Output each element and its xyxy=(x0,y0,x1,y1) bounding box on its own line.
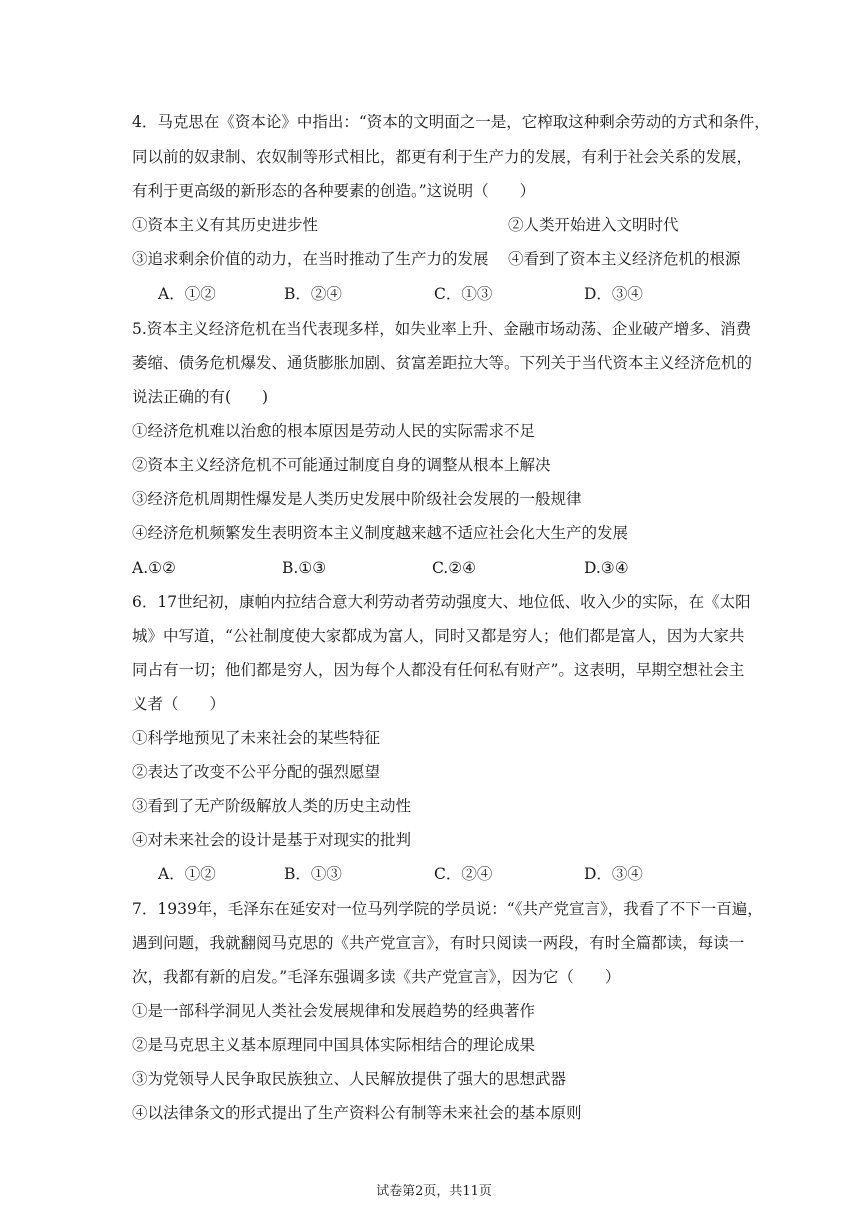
question-stem-line: 有利于更高级的新形态的各种要素的创造。”这说明（ ） xyxy=(132,182,536,200)
option-d[interactable]: D．③④ xyxy=(584,865,643,883)
question-stem-line: 萎缩、债务危机爆发、通货膨胀加剧、贫富差距拉大等。下列关于当代资本主义经济危机的 xyxy=(132,354,753,372)
statement: ①资本主义有其历史进步性 xyxy=(132,216,319,234)
statement: ②是马克思主义基本原理同中国具体实际相结合的理论成果 xyxy=(132,1036,536,1054)
option-a[interactable]: A．①② xyxy=(158,865,216,883)
statement: ②表达了改变不公平分配的强烈愿望 xyxy=(132,763,381,781)
option-c[interactable]: C．②④ xyxy=(434,865,493,883)
statement: ②人类开始进入文明时代 xyxy=(508,216,679,234)
statement: ④看到了资本主义经济危机的根源 xyxy=(508,250,741,268)
statement: ①科学地预见了未来社会的某些特征 xyxy=(132,729,381,747)
option-b[interactable]: B．①③ xyxy=(284,865,342,883)
question-stem-line: 7．1939年，毛泽东在延安对一位马列学院的学员说：“《共产党宣言》，我看了不下一百遍， xyxy=(132,900,763,918)
statement: ④以法律条文的形式提出了生产资料公有制等未来社会的基本原则 xyxy=(132,1104,582,1122)
statement: ③为党领导人民争取民族独立、人民解放提供了强大的思想武器 xyxy=(132,1070,567,1088)
statement: ①是一部科学洞见人类社会发展规律和发展趋势的经典著作 xyxy=(132,1002,536,1020)
question-stem-line: 说法正确的有( ) xyxy=(132,388,269,406)
question-stem-line: 同以前的奴隶制、农奴制等形式相比，都更有利于生产力的发展，有利于社会关系的发展， xyxy=(132,148,753,166)
question-stem-line: 城》中写道，“公社制度使大家都成为富人，同时又都是穷人；他们都是富人，因为大家共 xyxy=(132,627,745,645)
statement: ③看到了无产阶级解放人类的历史主动性 xyxy=(132,797,412,815)
statement: ④经济危机频繁发生表明资本主义制度越来越不适应社会化大生产的发展 xyxy=(132,524,629,542)
question-stem-line: 6．17世纪初，康帕内拉结合意大利劳动者劳动强度大、地位低、收入少的实际，在《太阳 xyxy=(132,593,751,611)
option-d[interactable]: D.③④ xyxy=(584,559,629,577)
statement: ②资本主义经济危机不可能通过制度自身的调整从根本上解决 xyxy=(132,456,551,474)
option-d[interactable]: D．③④ xyxy=(584,285,643,303)
option-c[interactable]: C．①③ xyxy=(434,285,493,303)
question-stem-line: 次，我都有新的启发。”毛泽东强调多读《共产党宣言》，因为它（ ） xyxy=(132,968,621,986)
question-stem-line: 同占有一切；他们都是穷人，因为每个人都没有任何私有财产”。这表明，早期空想社会主 xyxy=(132,661,745,679)
statement-row xyxy=(132,215,742,235)
question-stem-line: 4．马克思在《资本论》中指出：“资本的文明面之一是，它榨取这种剩余劳动的方式和条件， xyxy=(132,113,770,131)
option-c[interactable]: C.②④ xyxy=(432,559,477,577)
question-stem-line: 遇到问题，我就翻阅马克思的《共产党宣言》，有时只阅读一两段，有时全篇都读，每读一 xyxy=(132,934,745,952)
page-footer: 试卷第2页，共11页 xyxy=(376,1184,492,1199)
statement: ③经济危机周期性爆发是人类历史发展中阶级社会发展的一般规律 xyxy=(132,490,582,508)
statement: ①经济危机难以治愈的根本原因是劳动人民的实际需求不足 xyxy=(132,422,536,440)
statement: ④对未来社会的设计是基于对现实的批判 xyxy=(132,831,412,849)
statement: ③追求剩余价值的动力，在当时推动了生产力的发展 xyxy=(132,250,489,268)
statement-row xyxy=(132,249,742,269)
option-a[interactable]: A．①② xyxy=(158,285,216,303)
question-stem-line: 5.资本主义经济危机在当代表现多样，如失业率上升、金融市场动荡、企业破产增多、消费 xyxy=(132,320,752,338)
option-b[interactable]: B.①③ xyxy=(282,559,327,577)
option-b[interactable]: B．②④ xyxy=(284,285,342,303)
question-stem-line: 义者（ ） xyxy=(132,695,226,713)
option-a[interactable]: A.①② xyxy=(132,559,176,577)
